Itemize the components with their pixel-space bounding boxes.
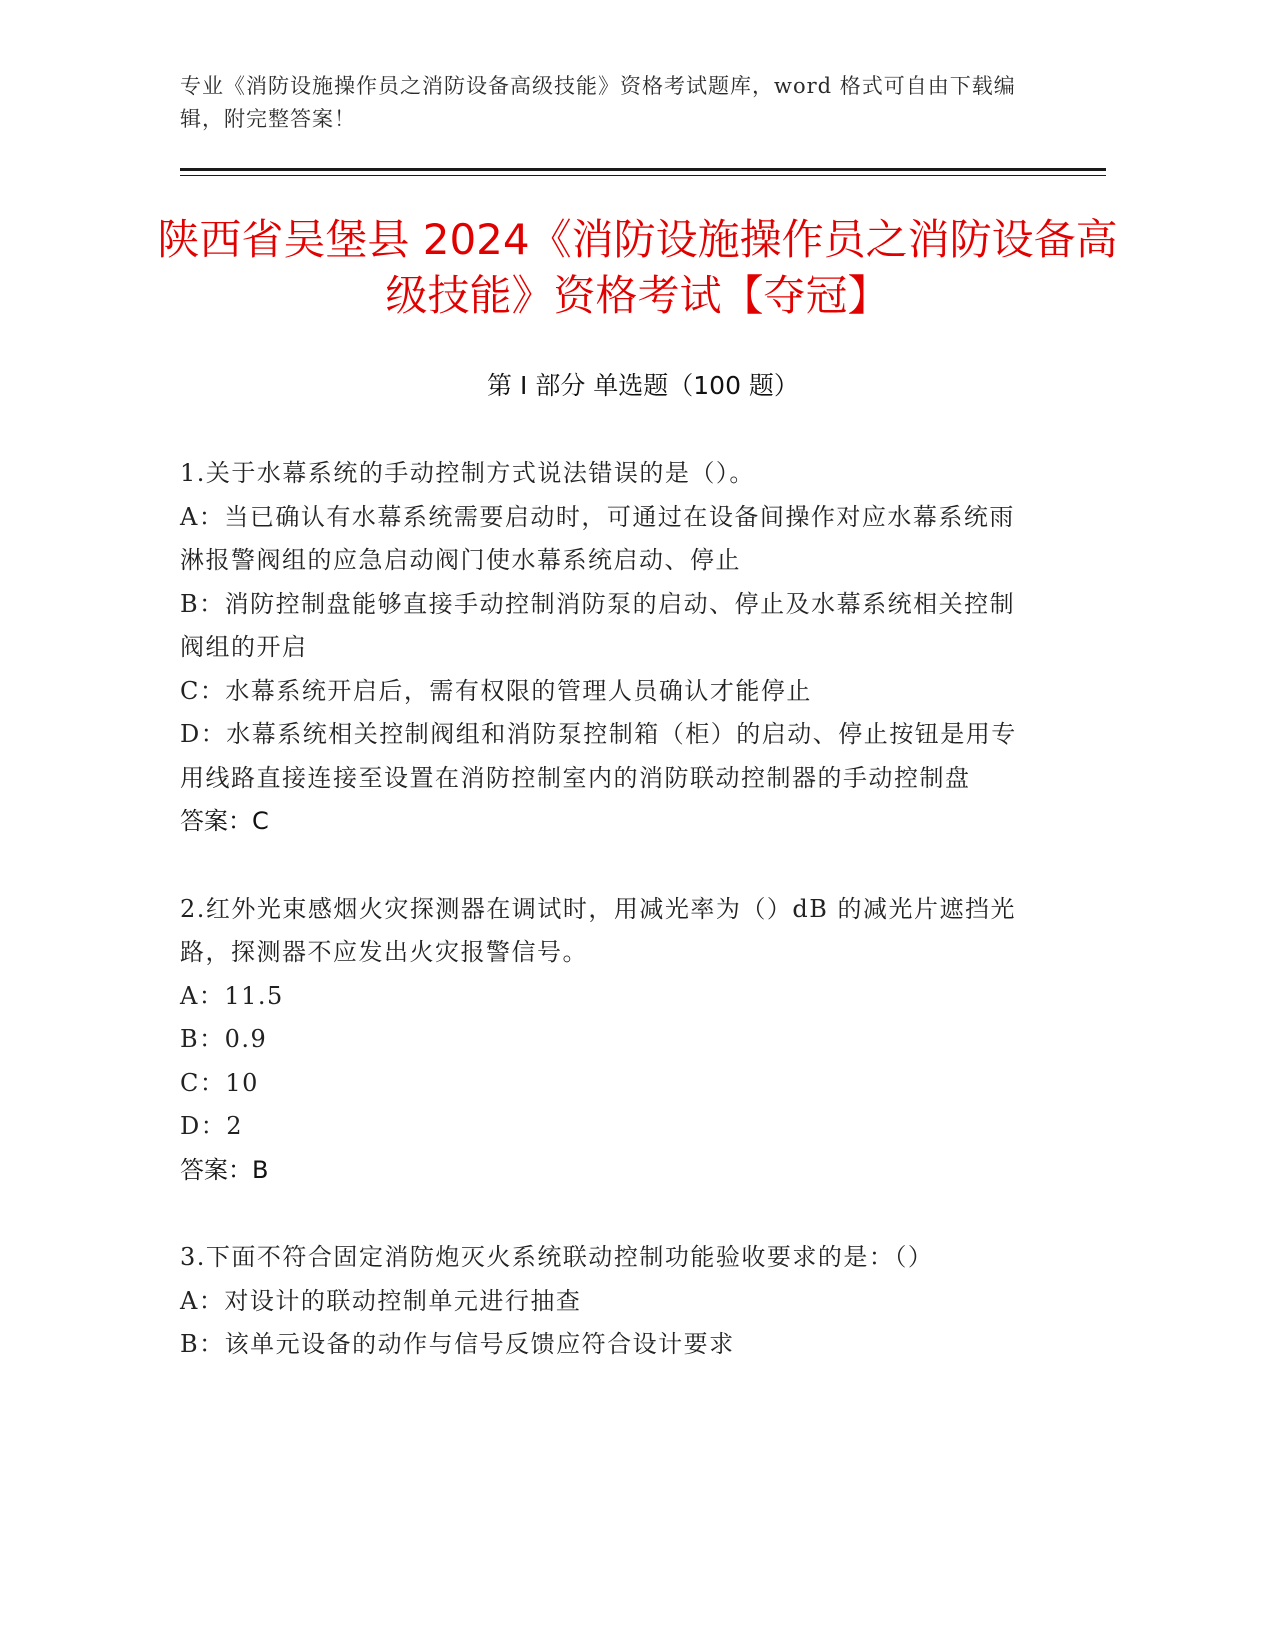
question-stem: 2.红外光束感烟火灾探测器在调试时，用减光率为（）dB 的减光片遮挡光路，探测器不应发出火灾报警信号。 bbox=[180, 894, 1017, 966]
option-c: C：10 bbox=[180, 1068, 259, 1097]
question-stem: 1.关于水幕系统的手动控制方式说法错误的是（）。 bbox=[180, 459, 755, 487]
answer-label: 答案：C bbox=[180, 807, 269, 835]
header-note: 专业《消防设施操作员之消防设备高级技能》资格考试题库，word 格式可自由下载编辑，附完整答案！ bbox=[180, 74, 1016, 131]
option-b: B：消防控制盘能够直接手动控制消防泵的启动、停止及水幕系统相关控制阀组的开启 bbox=[180, 589, 1016, 661]
option-d: D：2 bbox=[180, 1112, 244, 1140]
option-b: B：该单元设备的动作与信号反馈应符合设计要求 bbox=[180, 1330, 735, 1358]
option-b: B：0.9 bbox=[180, 1025, 268, 1053]
option-d: D：水幕系统相关控制阀组和消防泵控制箱（柜）的启动、停止按钮是用专用线路直接连接至设置在消防控制室内的消防联动控制器的手动控制盘 bbox=[180, 720, 1017, 792]
question-3 bbox=[180, 1236, 1040, 1367]
question-2 bbox=[180, 888, 1040, 1193]
question-stem: 3.下面不符合固定消防炮灭火系统联动控制功能验收要求的是：（） bbox=[180, 1243, 934, 1271]
option-a: A：当已确认有水幕系统需要启动时，可通过在设备间操作对应水幕系统雨淋报警阀组的应急启动阀门使水幕系统启动、停止 bbox=[180, 502, 1015, 574]
option-a: A：对设计的联动控制单元进行抽查 bbox=[180, 1286, 582, 1315]
option-a: A：11.5 bbox=[180, 981, 284, 1010]
header-divider-thick bbox=[180, 168, 1106, 171]
option-c: C：水幕系统开启后，需有权限的管理人员确认才能停止 bbox=[180, 676, 812, 705]
answer-label: 答案：B bbox=[180, 1155, 269, 1184]
question-1 bbox=[180, 452, 1040, 844]
section-title: 第 I 部分 单选题（100 题） bbox=[487, 371, 799, 400]
document-title: 陕西省吴堡县 2024《消防设施操作员之消防设备高级技能》资格考试【夺冠】 bbox=[157, 215, 1118, 320]
header-divider-thin bbox=[180, 175, 1106, 176]
question-list bbox=[180, 452, 1040, 1411]
